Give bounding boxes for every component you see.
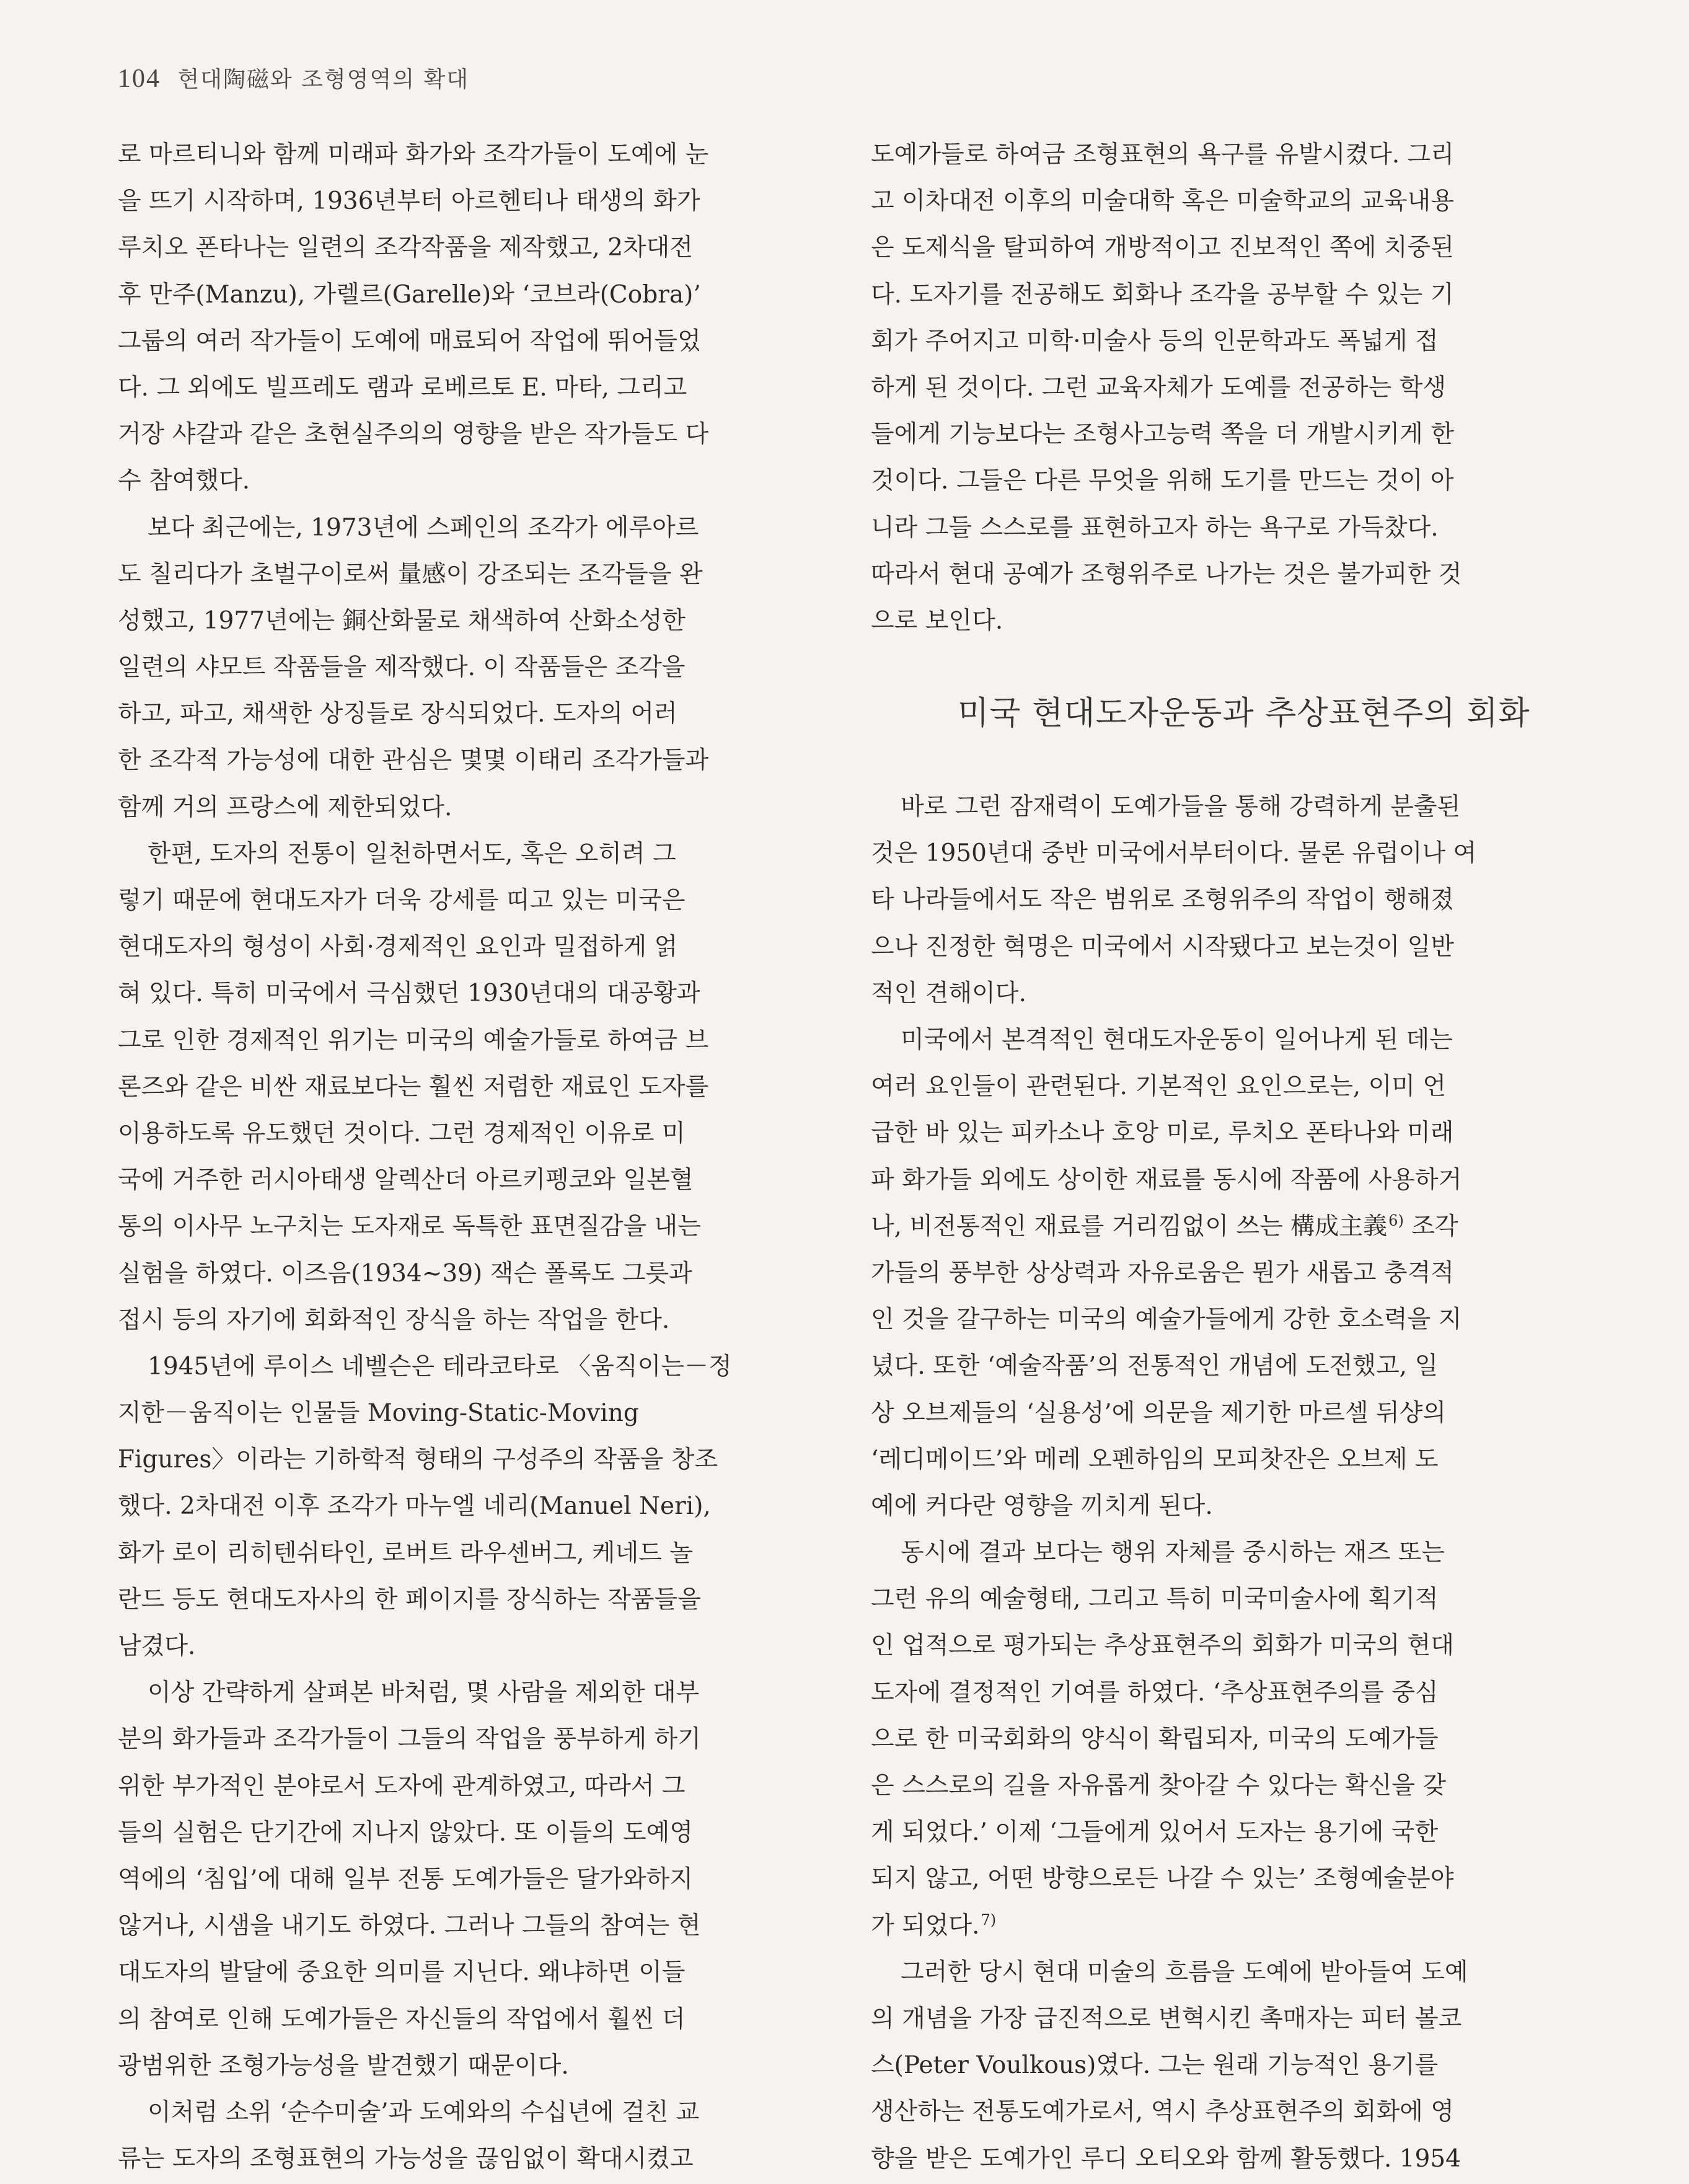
line-text: 위한 부가적인 분야로서 도자에 관계하였고, 따라서 그 [118, 1772, 686, 1800]
line-text: 게 되었다.’ 이제 ‘그들에게 있어서 도자는 용기에 국한 [871, 1818, 1439, 1847]
text-line [118, 1203, 818, 1250]
text-line [871, 1063, 1571, 1110]
page-number: 104 [118, 64, 161, 93]
line-text: 접시 등의 자기에 회화적인 장식을 하는 작업을 한다. [118, 1306, 670, 1334]
line-text: 하고, 파고, 채색한 상징들로 장식되었다. 도자의 어러 [118, 700, 677, 728]
text-line [118, 1763, 818, 1810]
text-line [118, 411, 818, 458]
line-text: 상 오브제들의 ‘실용성’에 의문을 제기한 마르셀 뒤샹의 [871, 1399, 1447, 1427]
line-text: 혀 있다. 특히 미국에서 극심했던 1930년대의 대공황과 [118, 979, 700, 1008]
text-line [871, 1809, 1571, 1855]
text-line [871, 458, 1571, 504]
line-text: 나, 비전통적인 재료를 거리낌없이 쓰는 構成主義 [871, 1212, 1388, 1240]
line-text: 1945년에 루이스 네벨슨은 테라코타로 〈움직이는－정 [148, 1352, 732, 1381]
text-line [871, 1343, 1571, 1389]
left-column [118, 131, 818, 2182]
line-text: 거장 샤갈과 같은 초현실주의의 영향을 받은 작가들도 다 [118, 420, 709, 449]
line-text: 일련의 샤모트 작품들을 제작했다. 이 작품들은 조각을 [118, 653, 686, 682]
line-text: 따라서 현대 공예가 조형위주로 나가는 것은 불가피한 것 [871, 560, 1462, 588]
text-line [871, 1483, 1571, 1529]
text-line [118, 1576, 818, 1623]
line-text: 루치오 폰타나는 일련의 조각작품을 제작했고, 2차대전 [118, 234, 694, 262]
text-line [871, 411, 1571, 458]
text-line [871, 1716, 1571, 1762]
text-line [871, 1855, 1571, 1902]
text-line [118, 1996, 818, 2043]
text-line [118, 1017, 818, 1064]
right-column-top-text [871, 131, 1571, 644]
line-text: 론즈와 같은 비싼 재료보다는 훨씬 저렴한 재료인 도자를 [118, 1072, 709, 1101]
text-line [118, 505, 818, 551]
line-text: 스(Peter Voulkous)였다. 그는 원래 기능적인 용기를 [871, 2051, 1439, 2080]
line-text: 역에의 ‘침입’에 대해 일부 전통 도예가들은 달가와하지 [118, 1865, 694, 1893]
line-text: 보다 최근에는, 1973년에 스페인의 조각가 에루아르 [148, 513, 699, 542]
text-line [118, 1390, 818, 1436]
line-text: 으나 진정한 혁명은 미국에서 시작됐다고 보는것이 일반 [871, 932, 1454, 961]
section-heading: 미국 현대도자운동과 추상표현주의 회화 [958, 695, 1530, 733]
line-text: 그러한 당시 현대 미술의 흐름을 도예에 받아들여 도예 [901, 1958, 1468, 1986]
text-line [871, 2089, 1571, 2135]
text-line [871, 877, 1571, 923]
text-line [871, 131, 1571, 178]
line-text: 회가 주어지고 미학·미술사 등의 인문학과도 폭넓게 접 [871, 327, 1439, 355]
text-line [871, 924, 1571, 970]
line-text: 급한 바 있는 피카소나 호앙 미로, 루치오 폰타나와 미래 [871, 1119, 1454, 1147]
text-line [871, 365, 1571, 411]
line-text: 대도자의 발달에 중요한 의미를 지닌다. 왜냐하면 이들 [118, 1958, 686, 1987]
text-line [871, 1203, 1571, 1250]
line-text: 성했고, 1977년에는 銅산화물로 채색하여 산화소성한 [118, 606, 686, 635]
text-line [118, 924, 818, 970]
line-text: 로 마르티니와 함께 미래파 화가와 조각가들이 도예에 눈 [118, 141, 709, 169]
text-line [118, 1483, 818, 1529]
line-text: 녔다. 또한 ‘예술작품’의 전통적인 개념에 도전했고, 일 [871, 1352, 1439, 1381]
line-text: 여러 요인들이 관련된다. 기본적인 요인으로는, 이미 언 [871, 1072, 1447, 1101]
running-head [118, 62, 469, 94]
text-line [118, 737, 818, 784]
line-text: 한 조각적 가능성에 대한 관심은 몇몇 이태리 조각가들과 [118, 746, 709, 775]
text-line [871, 1576, 1571, 1622]
line-text: 실험을 하였다. 이즈음(1934∼39) 잭슨 폴록도 그릇과 [118, 1259, 692, 1288]
line-text: 이용하도록 유도했던 것이다. 그런 경제적인 이유로 미 [118, 1119, 686, 1147]
text-line [118, 1810, 818, 1856]
line-text: 되지 않고, 어떤 방향으로든 나갈 수 있는’ 조형예술분야 [871, 1865, 1454, 1893]
footnote-ref: 6) [1388, 1211, 1404, 1229]
text-line [118, 598, 818, 644]
line-text: 이상 간략하게 살펴본 바처럼, 몇 사람을 제외한 대부 [148, 1679, 700, 1707]
line-text: 인 것을 갈구하는 미국의 예술가들에게 강한 호소력을 지 [871, 1306, 1462, 1334]
text-line [871, 598, 1571, 644]
line-text: 수 참여했다. [118, 467, 250, 495]
text-line [118, 970, 818, 1017]
text-line [871, 1157, 1571, 1203]
line-text: 류는 도자의 조형표현의 가능성을 끊임없이 확대시켰고 [118, 2145, 694, 2173]
text-line [118, 2089, 818, 2136]
line-text: 않거나, 시샘을 내기도 하였다. 그러나 그들의 참여는 현 [118, 1912, 701, 1940]
text-line [871, 1250, 1571, 1296]
right-column [871, 131, 1571, 2182]
text-line [118, 1250, 818, 1297]
line-text: 그런 유의 예술형태, 그리고 특히 미국미술사에 획기적 [871, 1585, 1439, 1614]
text-line [118, 318, 818, 365]
line-text: 예에 커다란 영향을 끼치게 된다. [871, 1492, 1213, 1520]
line-text: 한편, 도자의 전통이 일천하면서도, 혹은 오히려 그 [148, 839, 676, 868]
line-text: 렇기 때문에 현대도자가 더욱 강세를 띠고 있는 미국은 [118, 886, 686, 914]
line-text: 화가 로이 리히텐쉬타인, 로버트 라우센버그, 케네드 놀 [118, 1539, 694, 1567]
line-text: 파 화가들 외에도 상이한 재료를 동시에 작품에 사용하거 [871, 1165, 1462, 1194]
text-line [118, 1157, 818, 1203]
line-text: 도예가들로 하여금 조형표현의 욕구를 유발시켰다. 그리 [871, 141, 1454, 169]
line-text: 국에 거주한 러시아태생 알렉산더 아르키펭코와 일본혈 [118, 1166, 694, 1195]
text-line [118, 2043, 818, 2089]
line-text: 다. 그 외에도 빌프레도 램과 로베르토 E. 마타, 그리고 [118, 373, 687, 402]
text-line [118, 551, 818, 598]
text-line [871, 1622, 1571, 1669]
line-text-cont: 조각 [1403, 1212, 1458, 1240]
line-text: 들에게 기능보다는 조형사고능력 쪽을 더 개발시키게 한 [871, 420, 1454, 449]
line-text: 의 개념을 가장 급진적으로 변혁시킨 촉매자는 피터 볼코 [871, 2004, 1462, 2033]
text-line [871, 224, 1571, 271]
line-text: 가들의 풍부한 상상력과 자유로움은 뭔가 새롭고 충격적 [871, 1258, 1454, 1287]
line-text: 현대도자의 형성이 사회·경제적인 요인과 밀접하게 얽 [118, 933, 678, 962]
line-text: 니라 그들 스스로를 표현하고자 하는 욕구로 가득찼다. [871, 513, 1439, 542]
text-line [118, 224, 818, 271]
line-text: 향을 받은 도예가인 루디 오티오와 함께 활동했다. 1954 [871, 2144, 1461, 2173]
line-text: 하게 된 것이다. 그런 교육자체가 도예를 전공하는 학생 [871, 373, 1447, 402]
text-line [118, 1297, 818, 1343]
line-text: 가 되었다. [871, 1911, 980, 1940]
line-text: 광범위한 조형가능성을 발견했기 때문이다. [118, 2051, 569, 2080]
line-text: 지한－움직이는 인물들 Moving-Static-Moving [118, 1399, 639, 1428]
text-line [118, 1343, 818, 1390]
text-line [871, 784, 1571, 830]
text-line [871, 505, 1571, 551]
line-text: Figures〉이라는 기하학적 형태의 구성주의 작품을 창조 [118, 1446, 718, 1474]
text-line [118, 1110, 818, 1157]
line-text: 분의 화가들과 조각가들이 그들의 작업을 풍부하게 하기 [118, 1725, 701, 1754]
line-text: 란드 등도 현대도자사의 한 페이지를 장식하는 작품들을 [118, 1585, 701, 1614]
text-line [118, 1903, 818, 1949]
text-line [871, 1949, 1571, 1996]
text-line [118, 1530, 818, 1576]
line-text: 후 만주(Manzu), 가렐르(Garelle)와 ‘코브라(Cobra)’ [118, 280, 701, 309]
text-line [118, 1949, 818, 1996]
line-text: 했다. 2차대전 이후 조각가 마누엘 네리(Manuel Neri), [118, 1492, 711, 1521]
text-line [118, 2136, 818, 2182]
text-line [118, 691, 818, 737]
text-line [118, 784, 818, 831]
text-line [871, 970, 1571, 1017]
text-line [118, 644, 818, 691]
line-text: 의 참여로 인해 도예가들은 자신들의 작업에서 훨씬 더 [118, 2005, 686, 2033]
line-text: 남겼다. [118, 1632, 196, 1660]
text-line [871, 318, 1571, 365]
line-text: 미국에서 본격적인 현대도자운동이 일어나게 된 데는 [901, 1026, 1453, 1054]
text-line [118, 1623, 818, 1669]
line-text: 으로 한 미국회화의 양식이 확립되자, 미국의 도예가들 [871, 1725, 1439, 1753]
line-text: 고 이차대전 이후의 미술대학 혹은 미술학교의 교육내용 [871, 187, 1454, 216]
text-line [118, 1064, 818, 1110]
right-column-bottom-text [871, 784, 1571, 2182]
line-text: 것은 1950년대 중반 미국에서부터이다. 물론 유럽이나 여 [871, 839, 1477, 868]
text-line [118, 365, 818, 411]
line-text: 바로 그런 잠재력이 도예가들을 통해 강력하게 분출된 [901, 793, 1461, 821]
line-text: 다. 도자기를 전공해도 회화나 조각을 공부할 수 있는 기 [871, 280, 1454, 309]
text-line [871, 1110, 1571, 1156]
text-line [871, 1436, 1571, 1483]
line-text: 그로 인한 경제적인 위기는 미국의 예술가들로 하여금 브 [118, 1026, 709, 1054]
text-line [871, 2042, 1571, 2089]
text-line [118, 1436, 818, 1483]
text-line [871, 1996, 1571, 2042]
line-text: 은 스스로의 길을 자유롭게 찾아갈 수 있다는 확신을 갖 [871, 1772, 1447, 1800]
line-text: 도자에 결정적인 기여를 하였다. ‘추상표현주의를 중심 [871, 1678, 1439, 1707]
line-text: 도 칠리다가 초벌구이로써 量感이 강조되는 조각들을 완 [118, 560, 703, 588]
text-line [118, 1669, 818, 1716]
running-title: 현대陶磁와 조형영역의 확대 [177, 67, 470, 92]
line-text: 것이다. 그들은 다른 무엇을 위해 도기를 만드는 것이 아 [871, 467, 1454, 495]
line-text: 그룹의 여러 작가들이 도예에 매료되어 작업에 뛰어들었 [118, 327, 701, 355]
text-line [871, 1017, 1571, 1063]
text-line [118, 1856, 818, 1903]
text-line [118, 131, 818, 178]
text-line [871, 1296, 1571, 1343]
text-line [118, 831, 818, 877]
text-line [871, 178, 1571, 224]
line-text: 동시에 결과 보다는 행위 자체를 중시하는 재즈 또는 [901, 1539, 1445, 1567]
footnote-ref: 7) [981, 1911, 997, 1929]
line-text: 생산하는 전통도예가로서, 역시 추상표현주의 회화에 영 [871, 2098, 1454, 2126]
text-line [871, 1762, 1571, 1809]
text-line [871, 1903, 1571, 1949]
text-line [118, 1716, 818, 1762]
text-line [871, 272, 1571, 318]
text-line [118, 458, 818, 504]
text-line [871, 1669, 1571, 1716]
text-line [871, 1390, 1571, 1436]
line-text: 이처럼 소위 ‘순수미술’과 도예와의 수십년에 걸친 교 [148, 2098, 700, 2126]
text-line [871, 1529, 1571, 1576]
text-line [871, 830, 1571, 877]
line-text: 통의 이사무 노구치는 도자재로 독특한 표면질감을 내는 [118, 1213, 701, 1241]
line-text: 인 업적으로 평가되는 추상표현주의 회화가 미국의 현대 [871, 1632, 1454, 1660]
line-text: 을 뜨기 시작하며, 1936년부터 아르헨티나 태생의 화가 [118, 187, 700, 216]
text-line [118, 178, 818, 224]
text-line [118, 877, 818, 924]
line-text: 들의 실험은 단기간에 지나지 않았다. 또 이들의 도예영 [118, 1818, 694, 1847]
line-text: 적인 견해이다. [871, 979, 1026, 1007]
line-text: 함께 거의 프랑스에 제한되었다. [118, 793, 452, 821]
text-line [871, 2136, 1571, 2182]
line-text: 은 도제식을 탈피하여 개방적이고 진보적인 쪽에 치중된 [871, 234, 1454, 262]
line-text: ‘레디메이드’와 메레 오펜하임의 모피찻잔은 오브제 도 [871, 1445, 1439, 1474]
text-line [871, 551, 1571, 598]
text-line [118, 272, 818, 318]
line-text: 타 나라들에서도 작은 범위로 조형위주의 작업이 행해졌 [871, 886, 1454, 914]
line-text: 으로 보인다. [871, 606, 1003, 635]
